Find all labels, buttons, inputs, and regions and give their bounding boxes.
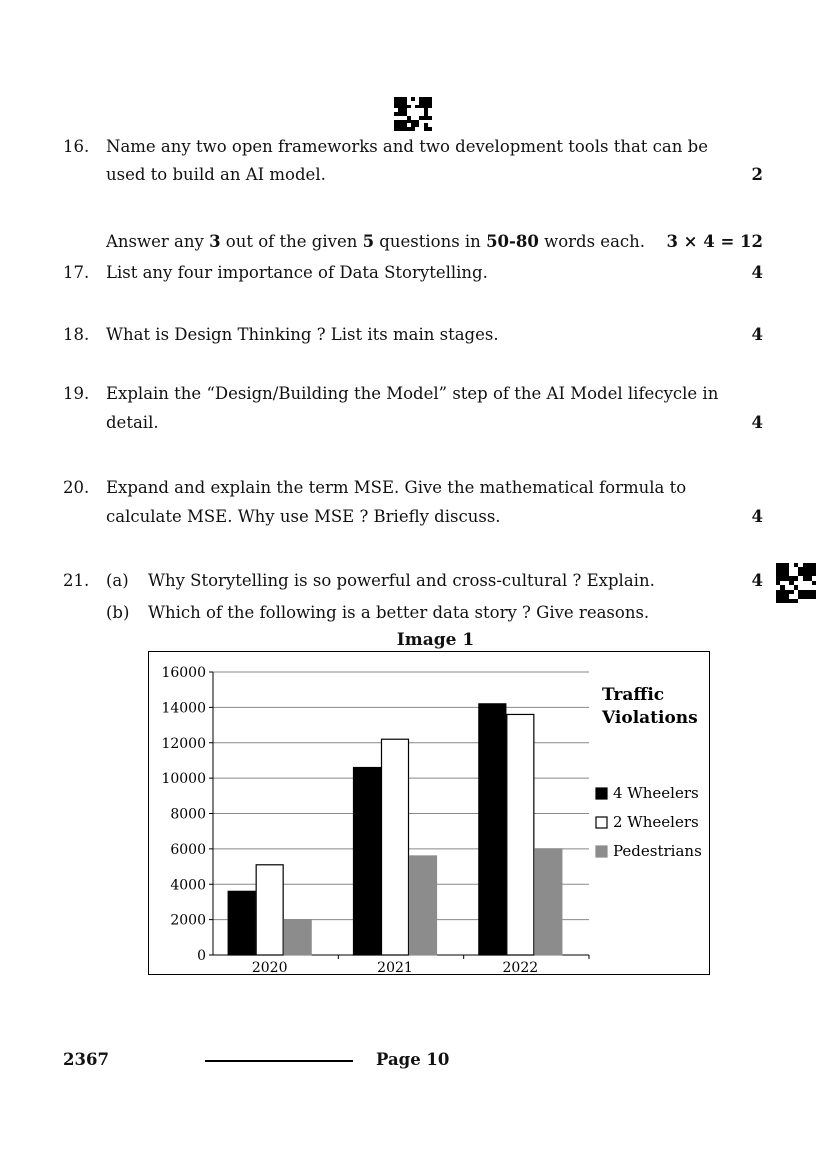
bar-2-wheelers-2020 (256, 865, 283, 955)
y-tick-label: 14000 (161, 700, 206, 717)
question-18-marks: 4 (751, 325, 763, 344)
chart-title-line: Violations (602, 708, 698, 728)
bar-pedestrians-2022 (535, 849, 562, 955)
y-tick-label: 16000 (161, 665, 206, 681)
legend-swatch (596, 788, 607, 799)
question-number: 19. (63, 384, 90, 403)
question-17-marks: 4 (751, 263, 763, 282)
bar-4-wheelers-2020 (228, 891, 255, 955)
section-instruction: Answer any 3 out of the given 5 questions in 50-80 words each. (106, 232, 646, 251)
question-16-line-2: used to build an AI model. (106, 165, 326, 184)
chart-frame (148, 651, 710, 975)
question-20-line-1: Expand and explain the term MSE. Give the mathematical formula to (106, 478, 687, 497)
question-number: 18. (63, 325, 90, 344)
question-21a-text: Why Storytelling is so powerful and cross-cultural ? Explain. (148, 571, 655, 590)
question-19-line-1: Explain the “Design/Building the Model” step of the AI Model lifecycle in (106, 384, 719, 403)
paper-code: 2367 (63, 1050, 109, 1069)
legend-label: 2 Wheelers (613, 813, 699, 831)
sub-question-label-b: (b) (106, 603, 130, 622)
page-number: Page 10 (376, 1050, 450, 1069)
y-tick-label: 0 (197, 948, 206, 964)
question-17-text: List any four importance of Data Storytelling. (106, 263, 488, 282)
x-tick-label: 2021 (377, 960, 413, 974)
question-20-marks: 4 (751, 507, 763, 526)
y-tick-label: 6000 (170, 841, 206, 858)
qr-module (812, 599, 816, 603)
question-20-line-2: calculate MSE. Why use MSE ? Briefly discuss. (106, 507, 501, 526)
question-number: 20. (63, 478, 90, 497)
chart-title-line: Traffic (602, 685, 665, 705)
section-marks: 3 × 4 = 12 (666, 232, 763, 251)
bar-4-wheelers-2021 (354, 768, 381, 955)
legend-swatch (596, 846, 607, 857)
question-21a-marks: 4 (751, 571, 763, 590)
y-tick-label: 10000 (161, 771, 206, 788)
y-tick-label: 8000 (170, 806, 206, 823)
bar-pedestrians-2021 (410, 856, 437, 955)
question-number: 17. (63, 263, 90, 282)
legend-label: Pedestrians (613, 842, 702, 860)
question-number: 16. (63, 137, 90, 156)
question-16-line-1: Name any two open frameworks and two development tools that can be (106, 137, 708, 156)
question-19-marks: 4 (751, 413, 763, 432)
qr-code-side (776, 563, 816, 603)
bar-2-wheelers-2021 (382, 739, 409, 955)
bar-4-wheelers-2022 (479, 704, 506, 955)
question-18-text: What is Design Thinking ? List its main stages. (106, 325, 499, 344)
question-number: 21. (63, 571, 90, 590)
legend-label: 4 Wheelers (613, 784, 699, 802)
qr-code-top (394, 97, 432, 131)
footer-rule (205, 1060, 353, 1062)
question-19-line-2: detail. (106, 413, 159, 432)
legend-swatch (596, 817, 607, 828)
bar-chart (149, 652, 709, 974)
image-title: Image 1 (396, 630, 475, 650)
x-tick-label: 2022 (502, 960, 539, 974)
y-tick-label: 12000 (161, 735, 206, 752)
x-tick-label: 2020 (251, 960, 288, 974)
y-tick-label: 4000 (170, 877, 206, 894)
question-16-marks: 2 (751, 165, 763, 184)
sub-question-label-a: (a) (106, 571, 129, 590)
bar-pedestrians-2020 (284, 920, 311, 955)
question-21b-text: Which of the following is a better data story ? Give reasons. (148, 603, 650, 622)
y-tick-label: 2000 (170, 912, 206, 929)
qr-module (428, 127, 432, 131)
bar-2-wheelers-2022 (507, 714, 534, 955)
